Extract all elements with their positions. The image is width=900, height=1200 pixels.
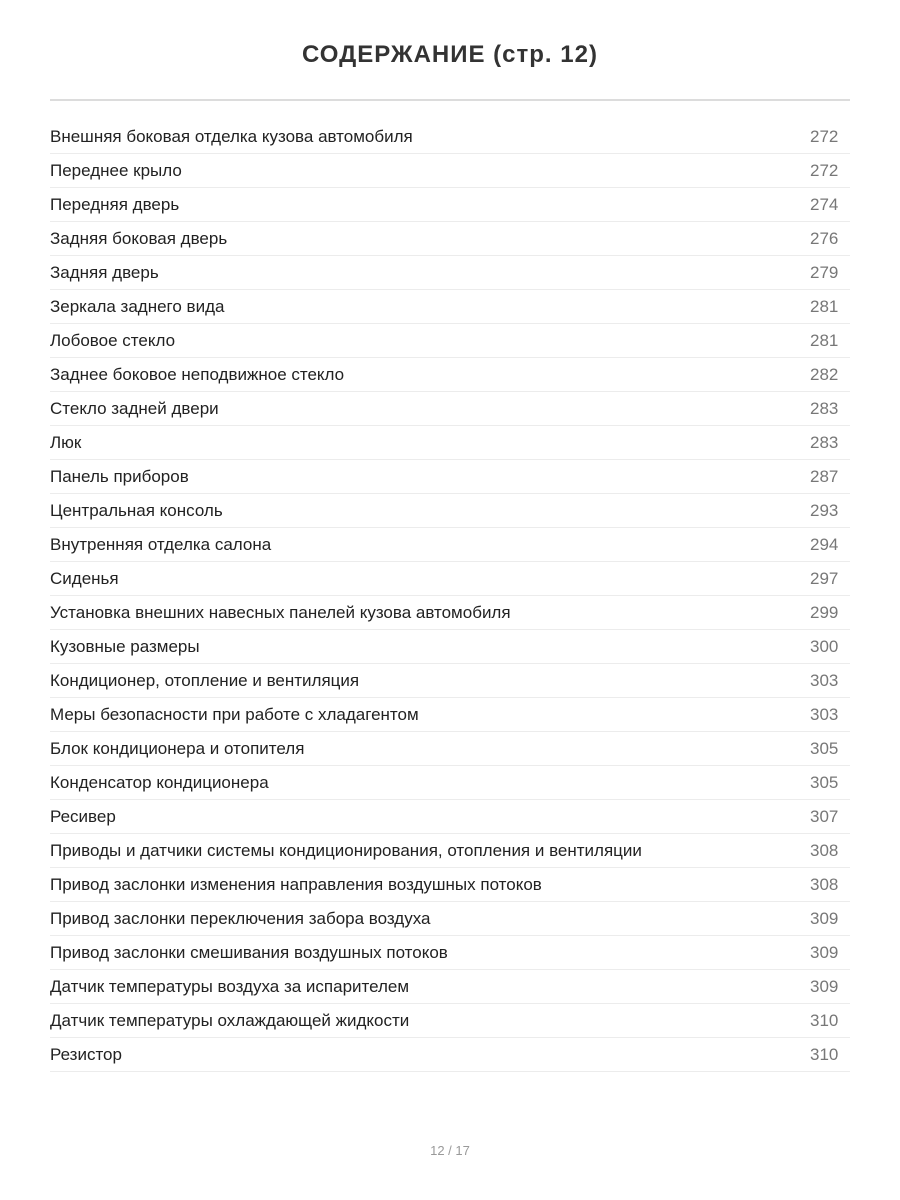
toc-entry[interactable] [50,460,850,494]
toc-entry-page: 294 [810,534,839,554]
toc-entry-title: Внешняя боковая отделка кузова автомобиля [50,126,413,146]
toc-entry-title: Ресивер [50,806,116,826]
toc-entry-title: Привод заслонки смешивания воздушных потоков [50,942,448,962]
toc-entry-title: Люк [50,432,82,452]
toc-entry-page: 293 [810,500,839,520]
toc-entry-title: Заднее боковое неподвижное стекло [50,364,345,384]
toc-entry-title: Переднее крыло [50,160,182,180]
toc-entry-page: 272 [810,160,839,180]
toc-entry-page: 305 [810,772,839,792]
toc-entry[interactable] [50,324,850,358]
toc-entry-page: 309 [810,976,839,996]
toc-entry-title: Датчик температуры воздуха за испарителем [50,976,410,996]
toc-entry-page: 300 [810,636,839,656]
toc-entry-title: Стекло задней двери [50,398,219,418]
toc-entry-page: 274 [810,194,839,214]
toc-entry-page: 272 [810,126,839,146]
page-pagination: 12 / 17 [430,1143,470,1158]
toc-entry-page: 283 [810,398,839,418]
toc-entry-page: 307 [810,806,839,826]
toc-entry-page: 283 [810,432,839,452]
toc-entry-page: 303 [810,670,839,690]
toc-entry-page: 303 [810,704,839,724]
toc-entry[interactable] [50,1004,850,1038]
toc-entry[interactable] [50,154,850,188]
toc-entry[interactable] [50,494,850,528]
toc-entry-title: Блок кондиционера и отопителя [50,738,305,758]
toc-entry-title: Резистор [50,1044,122,1064]
toc-entry-page: 279 [810,262,839,282]
toc-entry[interactable] [50,188,850,222]
toc-entry-page: 309 [810,942,839,962]
toc-entry[interactable] [50,222,850,256]
toc-entry-title: Приводы и датчики системы кондиционирования, отопления и вентиляции [50,840,642,860]
toc-entry[interactable] [50,664,850,698]
toc-entry-title: Сиденья [50,568,119,588]
toc-entry-page: 310 [810,1010,839,1030]
toc-entry-title: Панель приборов [50,466,189,486]
toc-entry[interactable] [50,732,850,766]
toc-entry[interactable] [50,528,850,562]
toc-entry-page: 287 [810,466,839,486]
toc-entry-page: 309 [810,908,839,928]
toc-entry-title: Задняя боковая дверь [50,228,228,248]
toc-entry[interactable] [50,834,850,868]
toc-entry-title: Задняя дверь [50,262,159,282]
toc-entry[interactable] [50,970,850,1004]
toc-entry-title: Привод заслонки переключения забора воздуха [50,908,431,928]
toc-entry[interactable] [50,698,850,732]
toc-entry[interactable] [50,902,850,936]
toc-entry-title: Внутренняя отделка салона [50,534,272,554]
toc-entry-title: Передняя дверь [50,194,180,214]
toc-entry[interactable] [50,868,850,902]
toc-entry[interactable] [50,120,850,154]
toc-entry-title: Датчик температуры охлаждающей жидкости [50,1010,410,1030]
title-divider [50,99,850,101]
toc-entry-title: Привод заслонки изменения направления воздушных потоков [50,874,542,894]
toc-entry-page: 281 [810,296,839,316]
toc-entry-page: 308 [810,874,839,894]
toc-entry-title: Кузовные размеры [50,636,200,656]
toc-entry-page: 276 [810,228,839,248]
toc-entry-title: Конденсатор кондиционера [50,772,269,792]
toc-entry[interactable] [50,596,850,630]
toc-entry[interactable] [50,630,850,664]
toc-entry-page: 310 [810,1044,839,1064]
toc-entry-title: Кондиционер, отопление и вентиляция [50,670,360,690]
toc-entry-title: Центральная консоль [50,500,223,520]
toc-entry-page: 282 [810,364,839,384]
toc-entry-page: 305 [810,738,839,758]
toc-entry-title: Лобовое стекло [50,330,176,350]
toc-entry[interactable] [50,800,850,834]
toc-entry-page: 297 [810,568,839,588]
toc-entry[interactable] [50,562,850,596]
toc-entry[interactable] [50,392,850,426]
toc-list [50,120,850,1072]
toc-entry-page: 299 [810,602,839,622]
toc-entry[interactable] [50,426,850,460]
toc-entry[interactable] [50,936,850,970]
toc-entry[interactable] [50,290,850,324]
toc-entry-page: 308 [810,840,839,860]
page-title: СОДЕРЖАНИЕ (стр. 12) [302,41,598,68]
toc-entry[interactable] [50,358,850,392]
toc-entry-title: Зеркала заднего вида [50,296,225,316]
toc-entry[interactable] [50,256,850,290]
toc-entry[interactable] [50,766,850,800]
toc-entry-page: 281 [810,330,839,350]
toc-entry-title: Меры безопасности при работе с хладагентом [50,704,419,724]
toc-entry[interactable] [50,1038,850,1072]
toc-entry-title: Установка внешних навесных панелей кузова автомобиля [50,602,511,622]
